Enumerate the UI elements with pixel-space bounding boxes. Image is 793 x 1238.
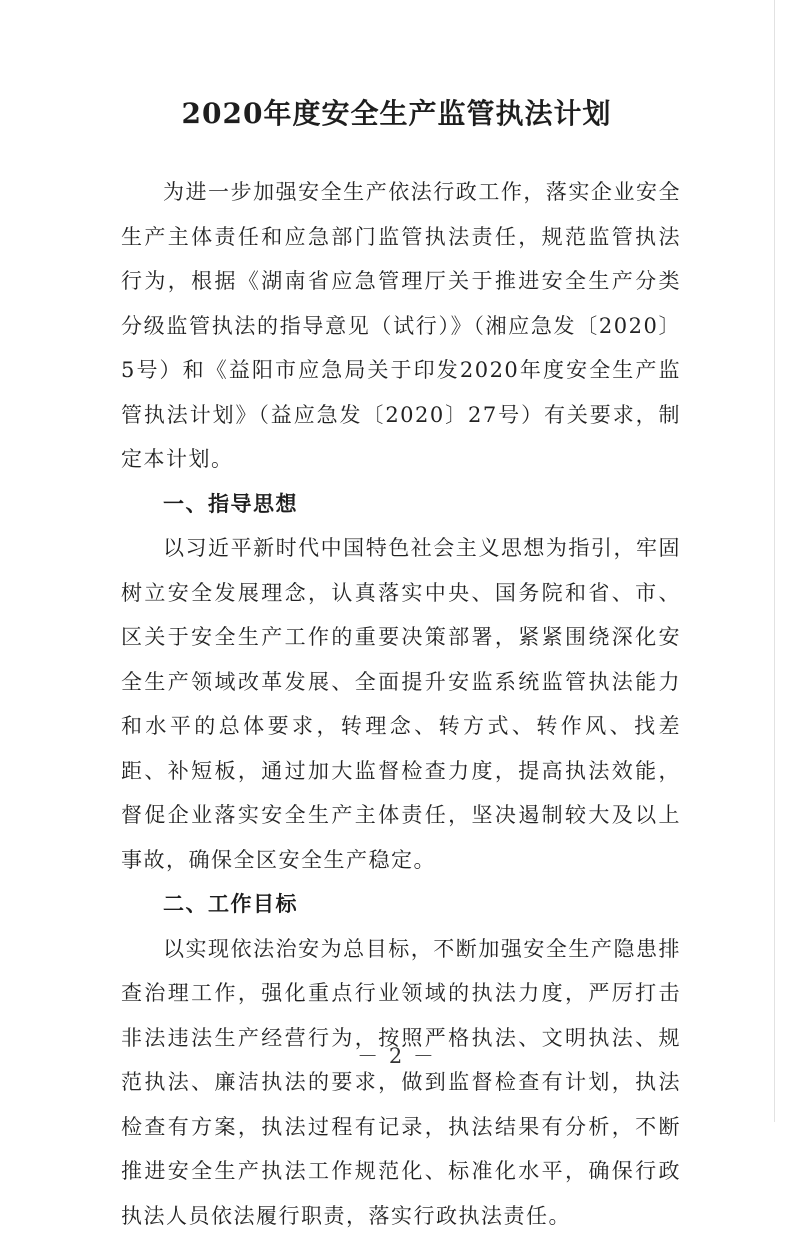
page-edge-line xyxy=(774,0,775,1122)
section-heading-guiding-ideology: 一、指导思想 xyxy=(121,482,681,527)
section-paragraph-work-goals: 以实现依法治安为总目标，不断加强安全生产隐患排查治理工作，强化重点行业领域的执法力度，严厉打击非法违法生产经营行为，按照严格执法、文明执法、规范执法、廉洁执法的要求，做到监督检查有计划，执法检查有方案，执法过程有记录，执法结果有分析，不断推进安全生产执法工作规范化、标准化水平，确保行政执法人员依法履行职责，落实行政执法责任。 xyxy=(121,927,681,1238)
section-paragraph-guiding-ideology: 以习近平新时代中国特色社会主义思想为指引，牢固树立安全发展理念，认真落实中央、国务院和省、市、区关于安全生产工作的重要决策部署，紧紧围绕深化安全生产领域改革发展、全面提升安监系统监管执法能力和水平的总体要求，转理念、转方式、转作风、找差距、补短板，通过加大监督检查力度，提高执法效能，督促企业落实安全生产主体责任，坚决遏制较大及以上事故，确保全区安全生产稳定。 xyxy=(121,526,681,882)
document-title: 2020年度安全生产监管执法计划 xyxy=(0,92,793,132)
section-heading-work-goals: 二、工作目标 xyxy=(121,882,681,927)
intro-paragraph: 为进一步加强安全生产依法行政工作，落实企业安全生产主体责任和应急部门监管执法责任，规范监管执法行为，根据《湖南省应急管理厅关于推进安全生产分类分级监管执法的指导意见（试行）》（湘应急发〔2020〕5号）和《益阳市应急局关于印发2020年度安全生产监管执法计划》（益应急发〔2020〕27号）有关要求，制定本计划。 xyxy=(121,170,681,482)
document-body xyxy=(121,170,681,1238)
page-number: － 2 － xyxy=(0,1040,793,1070)
